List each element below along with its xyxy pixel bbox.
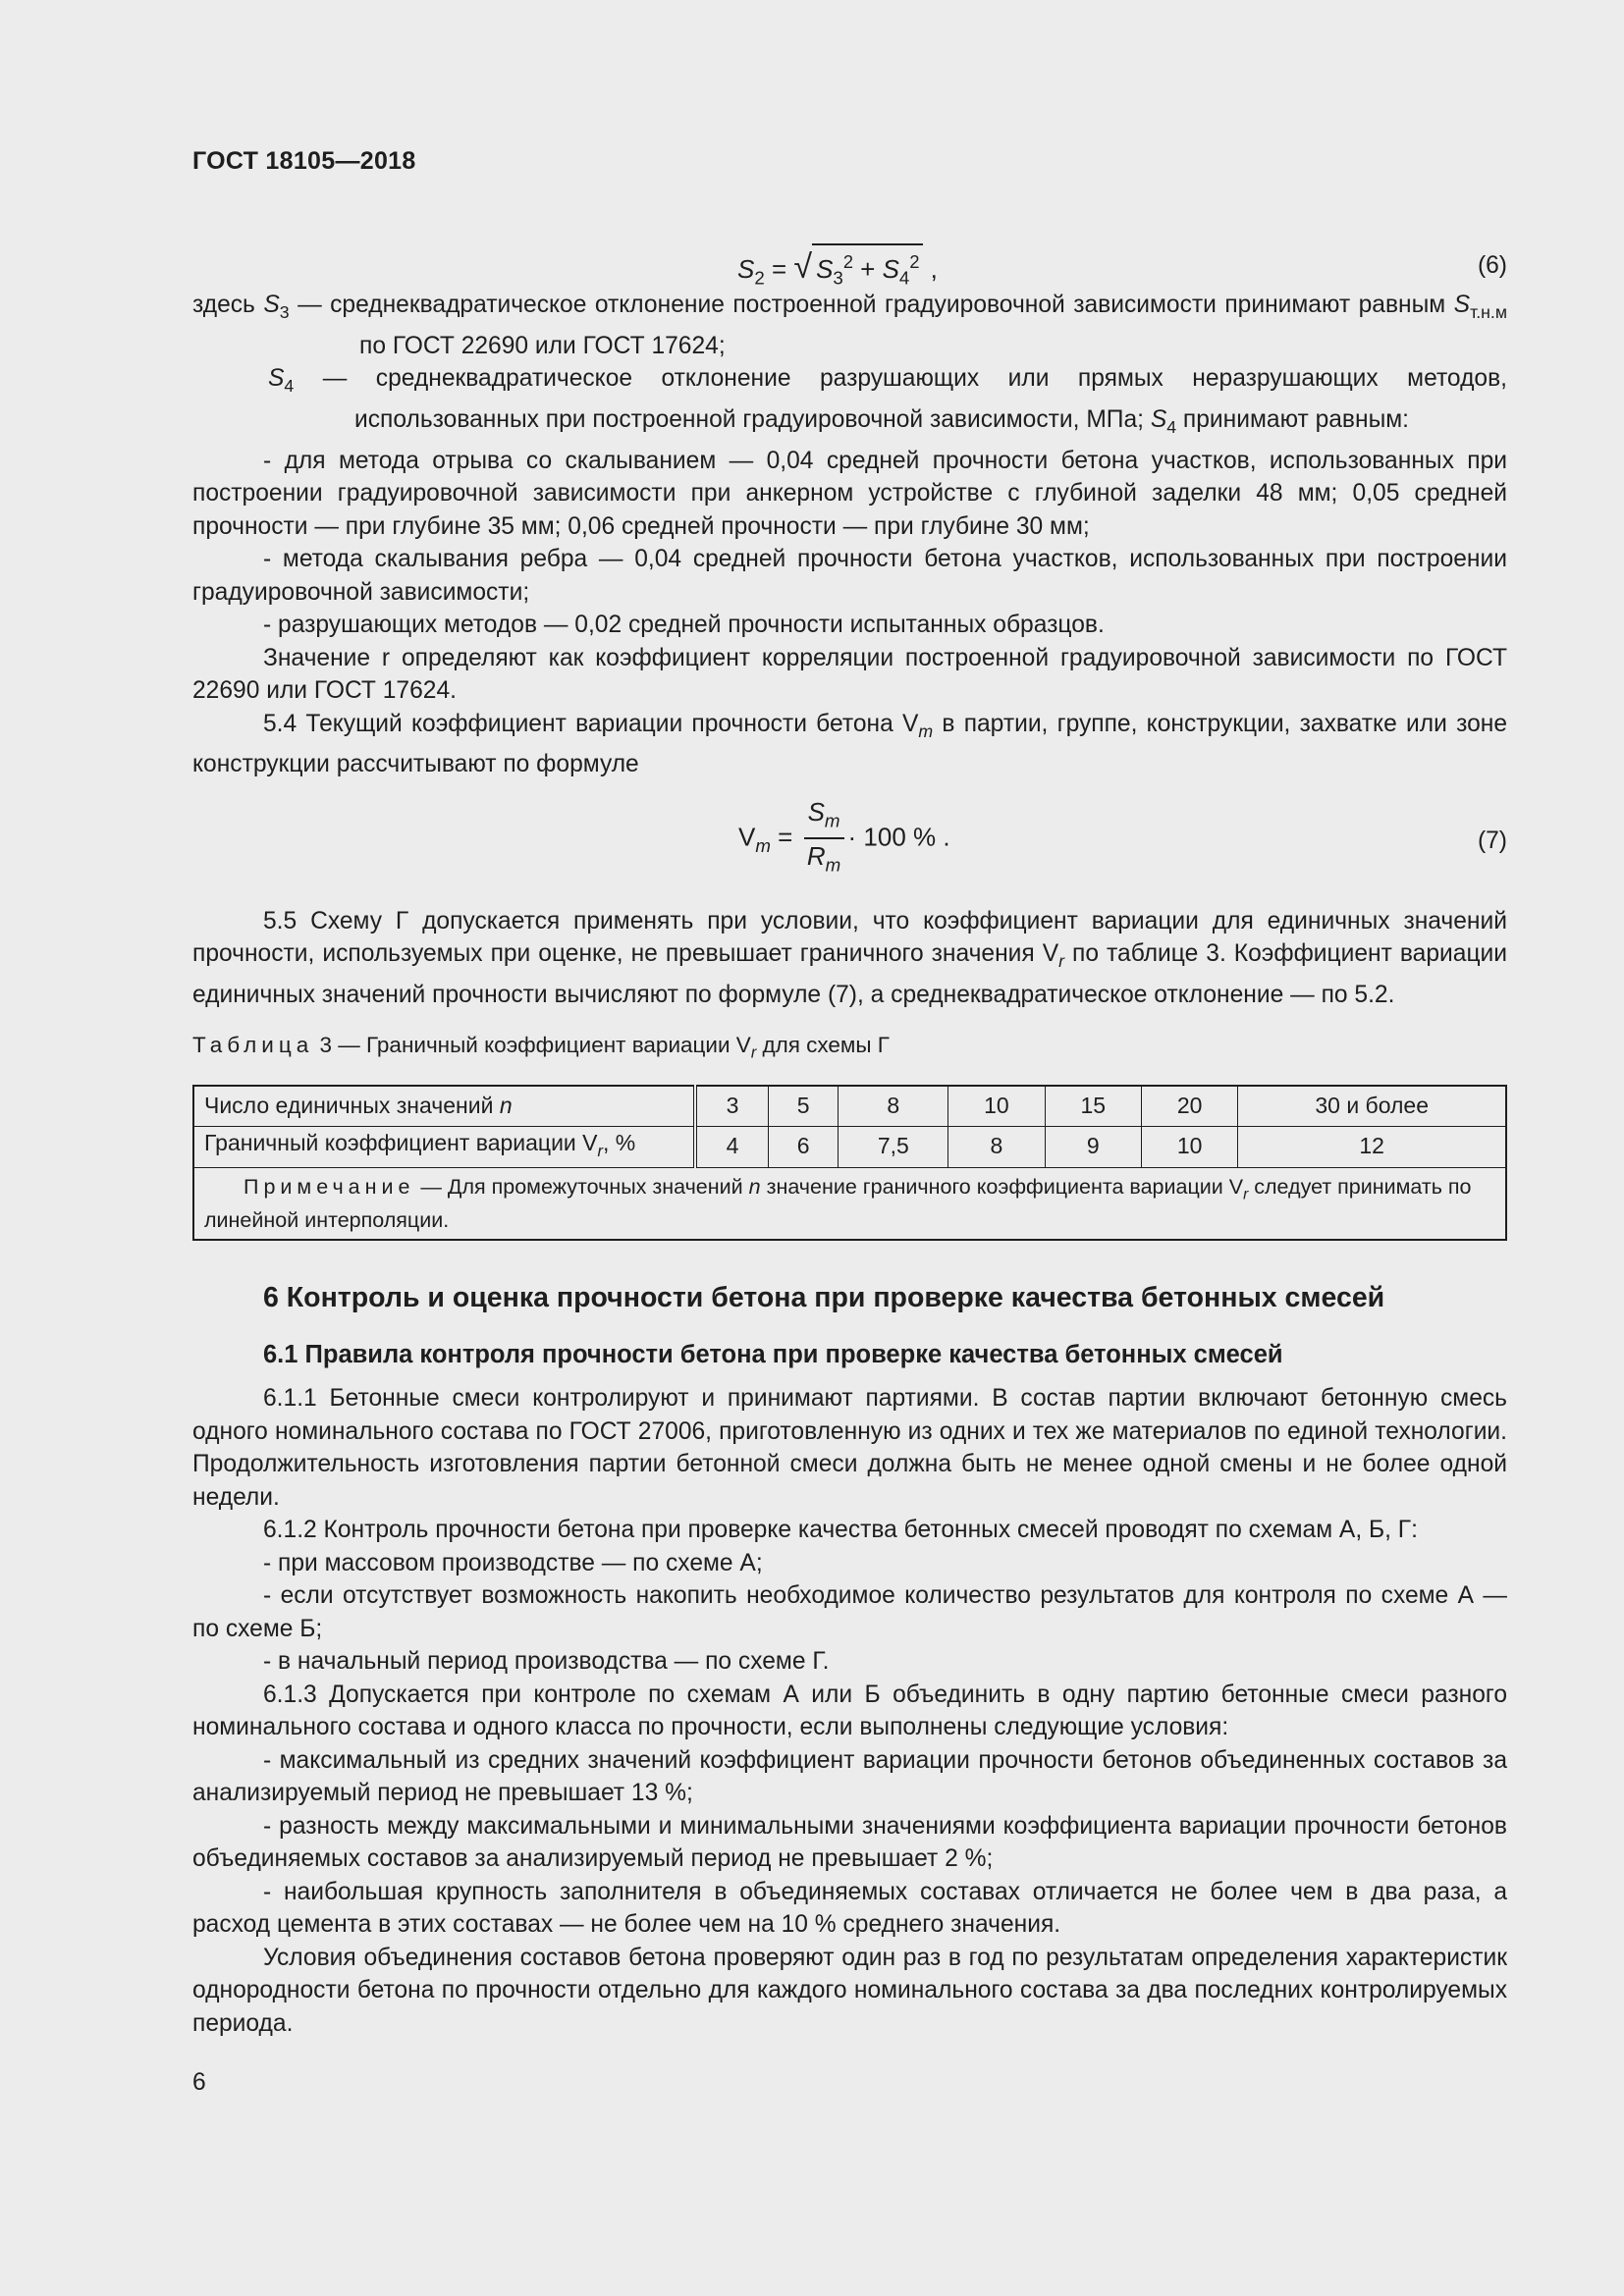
table-cell: 12 [1238, 1126, 1506, 1167]
definition-s4: $S_4$ — среднеквадратическое отклонение разрушающих или прямых неразрушающих методов, использованных при построенной градуировочной зависимости, МПа; $S_4$ принимают равным: [268, 365, 1507, 438]
paragraph: - метода скалывания ребра — 0,04 средней прочности бетона участков, использованных при построении градуировочной зависимости; [192, 546, 1507, 606]
table-cell: 10 [948, 1086, 1045, 1127]
table-cell: 8 [948, 1126, 1045, 1167]
paragraph: - разность между максимальными и минимальными значениями коэффициента вариации прочности бетонов объединяемых составов за анализируемый период не превышает 2 %; [192, 1812, 1507, 1873]
paragraph: - наибольшая крупность заполнителя в объединяемых составах отличается не более чем в два раза, а расход цемента в этих составах — не более чем на 10 % среднего значения. [192, 1878, 1507, 1939]
page-number: 6 [192, 2069, 206, 2096]
paragraph: 6.1.1 Бетонные смеси контролируют и принимают партиями. В состав партии включают бетонную смесь одного номинального состава по ГОСТ 27006, приготовленную из одних и тех же материалов по единой технологии. Продолжительность изготовления партии бетонной смеси должна быть не менее одной смены и не более одной недели. [192, 1385, 1507, 1511]
section-6-heading: 6 Контроль и оценка прочности бетона при проверке качества бетонных смесей [263, 1282, 1385, 1314]
table-cell: 8 [839, 1086, 948, 1127]
paragraph: - максимальный из средних значений коэффициент вариации прочности бетонов объединенных составов за анализируемый период не превышает 13 %; [192, 1746, 1507, 1807]
section-6-1-heading: 6.1 Правила контроля прочности бетона при проверке качества бетонных смесей [263, 1341, 1283, 1369]
table-3 [192, 1085, 1507, 1242]
table-cell: 9 [1045, 1126, 1141, 1167]
paragraph: - если отсутствует возможность накопить необходимое количество результатов для контроля по схеме А — по схеме Б; [192, 1582, 1507, 1642]
table-3-caption: Таблица 3 — Граничный коэффициент вариации $V_r$ для схемы Г [192, 1033, 890, 1063]
formula-6 [192, 243, 1507, 287]
table-cell: 10 [1142, 1126, 1238, 1167]
formula-7 [192, 791, 1507, 893]
paragraph: - при массовом производстве — по схеме А; [263, 1549, 763, 1576]
table-row-label: Число единичных значений n [193, 1086, 695, 1127]
table-note-row [193, 1167, 1506, 1240]
formula-6-expression: $S_2$ = √ $S_3^2 + S_4^2$ , [737, 243, 938, 295]
document-header: ГОСТ 18105—2018 [192, 147, 416, 175]
paragraph: - разрушающих методов — 0,02 средней прочности испытанных образцов. [263, 612, 1105, 639]
table-cell: 4 [695, 1126, 769, 1167]
paragraph: 6.1.2 Контроль прочности бетона при проверке качества бетонных смесей проводят по схемам А, Б, Г: [263, 1517, 1418, 1544]
paragraph: Значение r определяют как коэффициент корреляции построенной градуировочной зависимости по ГОСТ 22690 или ГОСТ 17624. [192, 644, 1507, 705]
paragraph: - для метода отрыва со скалыванием — 0,04 средней прочности бетона участков, использованных при построении градуировочной зависимости при анкерном устройстве с глубиной заделки 48 мм; 0,05 средней прочности — при глубине 35 мм; 0,06 средней прочности — при глубине 30 мм; [192, 447, 1507, 540]
table-cell: 6 [769, 1126, 839, 1167]
table-row-label: Граничный коэффициент вариации $V_r$, % [193, 1126, 695, 1167]
table-row [193, 1086, 1506, 1127]
formula-7-expression: $V_m$ = $\frac{S_m}{R_m}$ · 100 % . [738, 796, 950, 876]
formula-6-number: (6) [1477, 252, 1507, 279]
paragraph-5-4: 5.4 Текущий коэффициент вариации прочности бетона $V_m$ в партии, группе, конструкции, захватке или зоне конструкции рассчитывают по формуле [192, 710, 1508, 778]
table-cell: 7,5 [839, 1126, 948, 1167]
table-note: Примечание — Для промежуточных значений n значение граничного коэффициента вариации $V_r$ следует принимать по линейной интерполяции. [193, 1167, 1506, 1240]
table-row [193, 1126, 1506, 1167]
table-cell: 5 [769, 1086, 839, 1127]
definition-s3: здесь $S_3$ — среднеквадратическое отклонение построенной градуировочной зависимости принимают равным $S_{т.н.м}$ по ГОСТ 22690 или ГОСТ 17624; [192, 292, 1507, 359]
formula-7-number: (7) [1477, 827, 1507, 854]
paragraph: Условия объединения составов бетона проверяют один раз в год по результатам определения характеристик однородности бетона по прочности отдельно для каждого номинального состава за два последних контролируемых периода. [192, 1944, 1507, 2037]
table-cell: 15 [1045, 1086, 1141, 1127]
table-cell: 30 и более [1238, 1086, 1506, 1127]
document-body [192, 243, 1507, 2040]
table-cell: 20 [1142, 1086, 1238, 1127]
paragraph-5-5: 5.5 Схему Г допускается применять при условии, что коэффициент вариации для единичных значений прочности, используемых при оценке, не превышает граничного значения $V_r$ по таблице 3. Коэффициент вариации единичных значений прочности вычисляют по формуле (7), а среднеквадратическое отклонение — по 5.2. [192, 907, 1508, 1008]
paragraph: 6.1.3 Допускается при контроле по схемам А или Б объединить в одну партию бетонные смеси разного номинального состава и одного класса по прочности, если выполнены следующие условия: [192, 1681, 1507, 1741]
table-cell: 3 [695, 1086, 769, 1127]
paragraph: - в начальный период производства — по схеме Г. [263, 1648, 830, 1676]
